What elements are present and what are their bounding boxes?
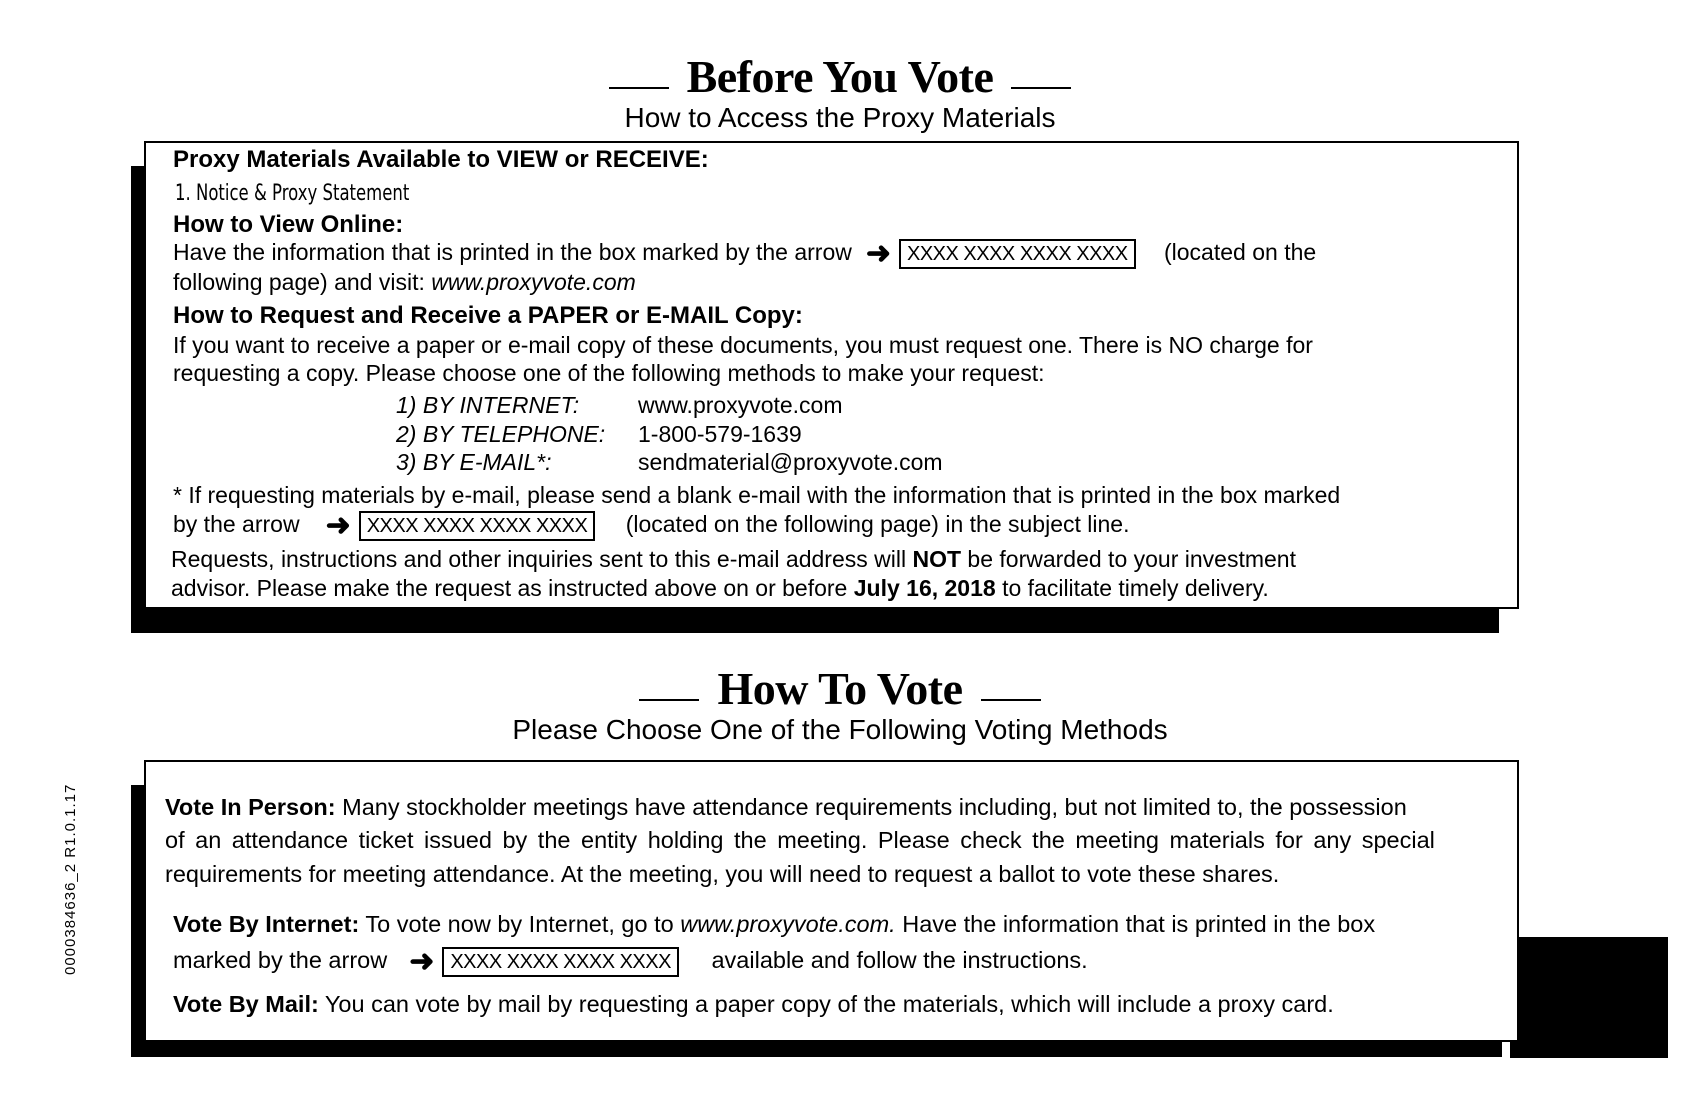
vote-in-person-line2: of an attendance ticket issued by the entity holding the meeting. Please check the meeting materials for any special (165, 827, 1435, 853)
email-note-2 (173, 510, 1129, 541)
view-online-line2 (173, 268, 636, 296)
vote-by-internet-text: marked by the arrow (173, 947, 388, 973)
section2-title: How To Vote (717, 663, 963, 714)
vote-by-internet-label: Vote By Internet: (173, 911, 360, 937)
title-dash-left (639, 699, 699, 701)
forward-note-emphasis: NOT (912, 546, 962, 572)
section2-subtitle: Please Choose One of the Following Voting Methods (512, 714, 1168, 745)
forward-note-text: Requests, instructions and other inquiries sent to this e-mail address will (171, 546, 913, 572)
control-number-box: XXXX XXXX XXXX XXXX (442, 947, 679, 977)
forward-note-2 (171, 574, 1269, 602)
section1-title-row (0, 50, 1690, 103)
proxyvote-link[interactable]: www.proxyvote.com. (680, 911, 896, 937)
panel2-side-block (1510, 937, 1668, 1058)
available-item: 1. Notice & Proxy Statement (175, 181, 410, 206)
method-label: 2) BY TELEPHONE: (396, 421, 606, 447)
view-online-heading: How to View Online: (173, 211, 404, 238)
vote-by-internet-text: Have the information that is printed in the box (895, 911, 1376, 937)
forward-note-text: be forwarded to your investment (961, 546, 1296, 572)
deadline-date: July 16, 2018 (853, 575, 996, 601)
view-online-text-c: following page) and visit: (173, 269, 432, 295)
method-label: 1) BY INTERNET: (396, 392, 580, 418)
control-number-box: XXXX XXXX XXXX XXXX (359, 511, 596, 541)
vote-in-person-text: Many stockholder meetings have attendance requirements including, but not limited to, the possession (335, 794, 1407, 820)
method-label: 3) BY E-MAIL*: (396, 449, 552, 475)
view-online-text: Have the information that is printed in the box marked by the arrow (173, 239, 852, 265)
request-text-1: If you want to receive a paper or e-mail copy of these documents, you must request one. There is NO charge for (173, 332, 1313, 358)
method-item (396, 448, 943, 476)
vote-in-person-line3: requirements for meeting attendance. At the meeting, you will need to request a ballot to vote these shares. (165, 861, 1280, 887)
vote-by-mail-label: Vote By Mail: (173, 991, 319, 1017)
method-value[interactable]: sendmaterial@proxyvote.com (638, 449, 943, 475)
control-number-box: XXXX XXXX XXXX XXXX (899, 239, 1136, 269)
vote-by-mail (173, 990, 1334, 1018)
title-dash-right (981, 699, 1041, 701)
forward-note-1 (171, 545, 1296, 573)
forward-note-text: advisor. Please make the request as instructed above on or before (171, 575, 854, 601)
document-id-code: 0000384636_2 R1.0.1.17 (62, 783, 79, 975)
vote-by-mail-text: You can vote by mail by requesting a paper copy of the materials, which will include a proxy card. (318, 991, 1334, 1017)
method-item (396, 420, 802, 448)
arrow-right-icon: ➜ (325, 508, 351, 542)
section1-title: Before You Vote (686, 51, 994, 102)
view-online-line1 (173, 238, 1316, 269)
title-dash-left (609, 87, 669, 89)
email-note-located: (located on the following page) in the subject line. (625, 511, 1130, 537)
forward-note-text: to facilitate timely delivery. (995, 575, 1269, 601)
email-note-arrow-text: by the arrow (173, 511, 300, 537)
request-text-2: requesting a copy. Please choose one of the following methods to make your request: (173, 360, 1045, 386)
vote-by-internet-text: To vote now by Internet, go to (359, 911, 681, 937)
arrow-right-icon: ➜ (409, 944, 435, 978)
vote-by-internet-line2 (173, 946, 1088, 977)
proxyvote-link[interactable]: www.proxyvote.com (431, 269, 636, 295)
available-heading: Proxy Materials Available to VIEW or RECEIVE: (173, 146, 709, 173)
vote-in-person-label: Vote In Person: (165, 794, 336, 820)
method-value[interactable]: www.proxyvote.com (638, 392, 843, 418)
method-value[interactable]: 1-800-579-1639 (638, 421, 802, 447)
view-online-located: (located on the (1164, 239, 1317, 265)
title-dash-right (1011, 87, 1071, 89)
section2-title-row (0, 662, 1690, 715)
email-note-1: * If requesting materials by e-mail, please send a blank e-mail with the information that is printed in the box marked (173, 482, 1341, 508)
section1-subtitle: How to Access the Proxy Materials (624, 102, 1056, 133)
vote-by-internet (173, 910, 1375, 938)
arrow-right-icon: ➜ (865, 236, 891, 270)
vote-in-person (165, 793, 1407, 821)
request-heading: How to Request and Receive a PAPER or E-MAIL Copy: (173, 302, 803, 329)
vote-by-internet-text: available and follow the instructions. (711, 947, 1088, 973)
method-item (396, 391, 843, 419)
